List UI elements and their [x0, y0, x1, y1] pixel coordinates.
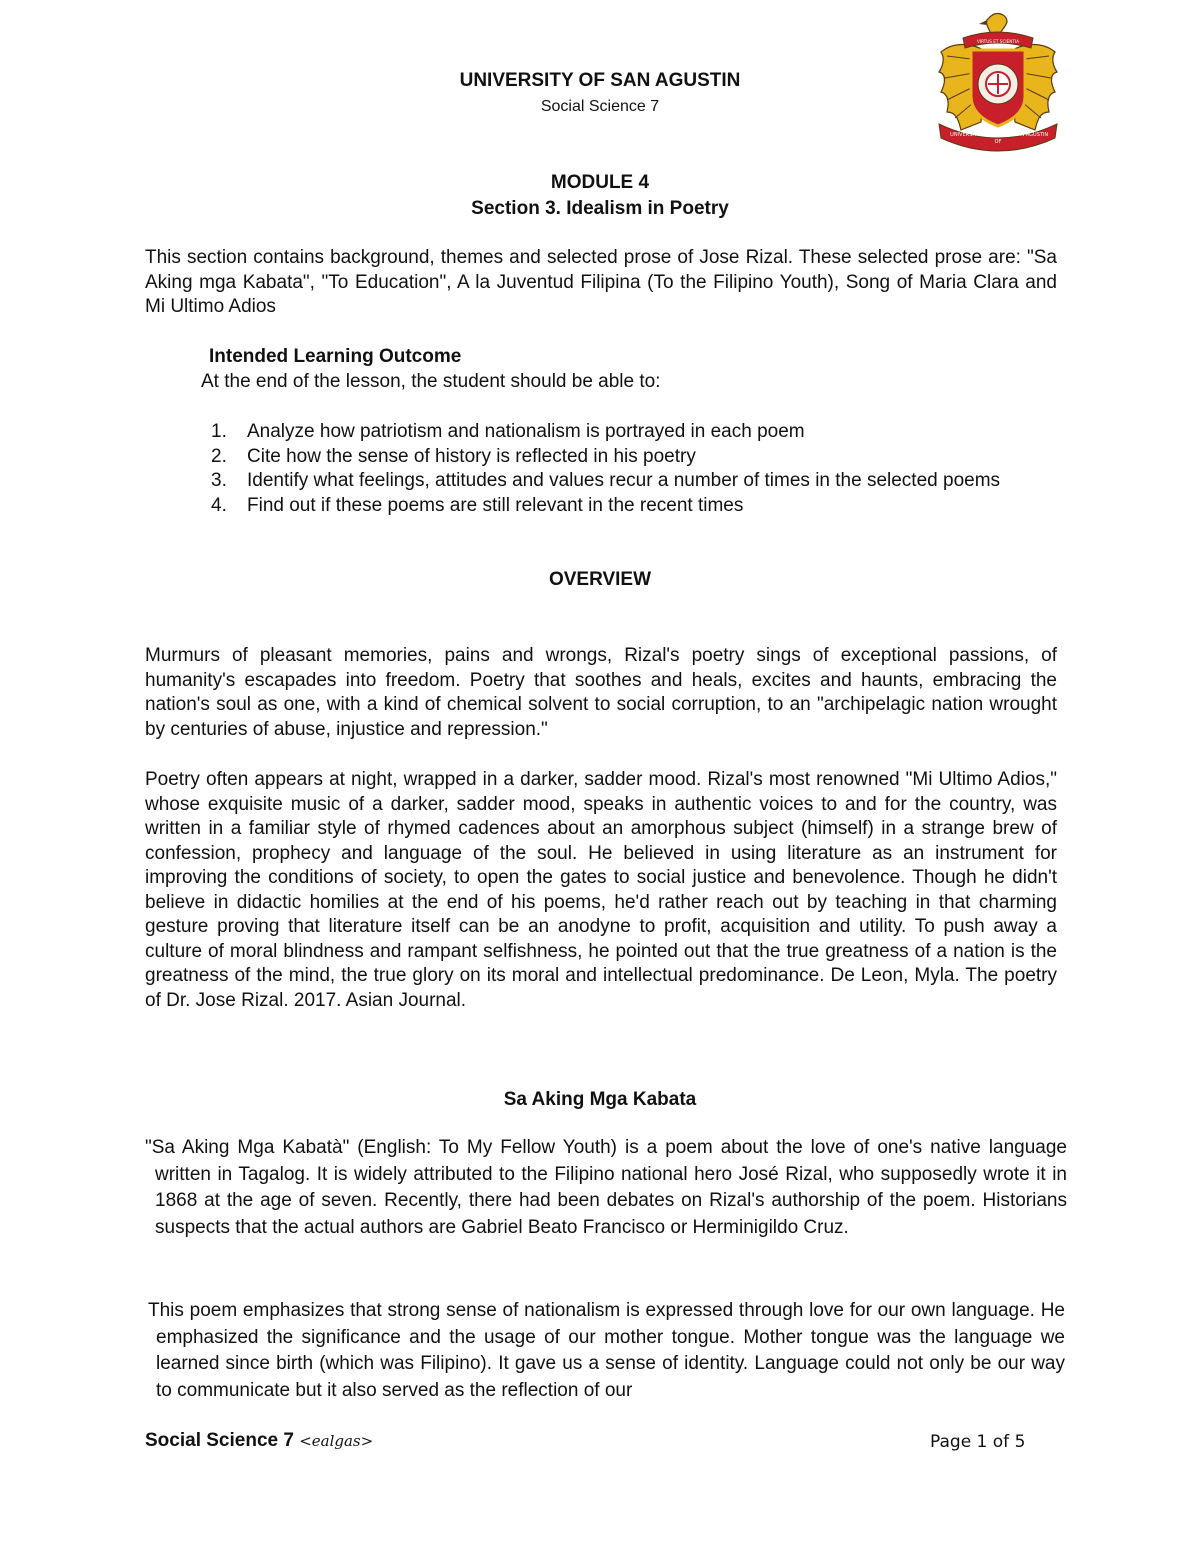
logo-bottom-text-left: UNIVERSITY	[950, 132, 980, 138]
list-item-text: Identify what feelings, attitudes and values recur a number of times in the selected poems	[247, 470, 1001, 491]
logo-bottom-text-right: SAN AGUSTIN	[1013, 132, 1049, 138]
kabata-paragraph-2: This poem emphasizes that strong sense of nationalism is expressed through love for our own language. He emphasized the significance and the usage of our mother tongue. Mother tongue was the language we learned since birth (which was Filipino). It gave us a sense of identity. Language could not only be our way to communicate but it also served as the reflection of our	[148, 1300, 1065, 1401]
module-title: MODULE 4	[550, 172, 650, 193]
kabata-paragraph-1: "Sa Aking Mga Kabatà" (English: To My Fellow Youth) is a poem about the love of one's native language written in Tagalog. It is widely attributed to the Filipino national hero José Rizal, who supposedly wrote it in 1868 at the age of seven. Recently, there had been debates on Rizal's authorship of the poem. Historians suspects that the actual authors are Gabriel Beato Francisco or Herminigildo Cruz.	[145, 1137, 1067, 1238]
footer-author-tag: <ealgas>	[299, 1432, 374, 1450]
course-subtitle: Social Science 7	[540, 98, 660, 115]
list-item-text: Analyze how patriotism and nationalism is portrayed in each poem	[247, 421, 805, 442]
intro-paragraph: This section contains background, themes and selected prose of Jose Rizal. These selected prose are: "Sa Aking mga Kabata", "To Education", A la Juventud Filipina (To the Filipino Youth), Song of Maria Clara and Mi Ultimo Adios	[145, 247, 1057, 317]
university-name: UNIVERSITY OF SAN AGUSTIN	[459, 70, 741, 91]
list-item	[175, 420, 1055, 445]
list-item-number: 1.	[211, 421, 227, 442]
university-seal-icon	[935, 12, 1061, 152]
ilo-lead-text: At the end of the lesson, the student should be able to:	[201, 371, 661, 392]
list-item	[175, 469, 1055, 494]
overview-paragraph-1: Murmurs of pleasant memories, pains and wrongs, Rizal's poetry sings of exceptional passions, of humanity's escapades into freedom. Poetry that soothes and heals, excites and haunts, embracing the nation's soul as one, with a kind of chemical solvent to social corruption, to an "archipelagic nation wrought by centuries of abuse, injustice and repression."	[145, 645, 1057, 740]
logo-bottom-text-middle: OF	[994, 139, 1002, 145]
ilo-heading: Intended Learning Outcome	[209, 346, 462, 367]
list-item-number: 3.	[211, 470, 227, 491]
page-number: Page 1 of 5	[930, 1432, 1026, 1452]
list-item-text: Find out if these poems are still relevant in the recent times	[247, 494, 744, 516]
list-item-text: Cite how the sense of history is reflected in his poetry	[247, 445, 696, 467]
footer-course-name: Social Science 7	[145, 1430, 294, 1451]
list-item-number: 4.	[211, 494, 227, 516]
ilo-list	[175, 420, 1055, 518]
logo-top-text: VIRTUS ET SCIENTIA	[976, 39, 1020, 44]
footer-course	[145, 1430, 373, 1452]
overview-paragraph-2: Poetry often appears at night, wrapped in a darker, sadder mood. Rizal's most renowned "Mi Ultimo Adios," whose exquisite music of a darker, sadder mood, speaks in authentic voices to and for the country, was written in a familiar style of rhymed cadences about an amorphous subject (himself) in a strange brew of confession, prophecy and language of the soul. He believed in using literature as an instrument for improving the conditions of society, to open the gates to social justice and benevolence. Though he didn't believe in didactic homilies at the end of his poems, he'd rather reach out by teaching in that charming gesture proving that literature itself can be an anodyne to profit, acquisition and utility. To push away a culture of moral blindness and rampant selfishness, he pointed out that the true greatness of a nation is the greatness of the mind, the true glory on its moral and intellectual predominance. De Leon, Myla. The poetry of Dr. Jose Rizal. 2017. Asian Journal.	[145, 769, 1057, 1011]
list-item-number: 2.	[211, 445, 227, 467]
kabata-heading: Sa Aking Mga Kabata	[503, 1089, 697, 1110]
overview-heading: OVERVIEW	[548, 569, 652, 590]
list-item	[175, 445, 1055, 470]
list-item	[175, 494, 1055, 519]
section-title: Section 3. Idealism in Poetry	[471, 198, 729, 219]
